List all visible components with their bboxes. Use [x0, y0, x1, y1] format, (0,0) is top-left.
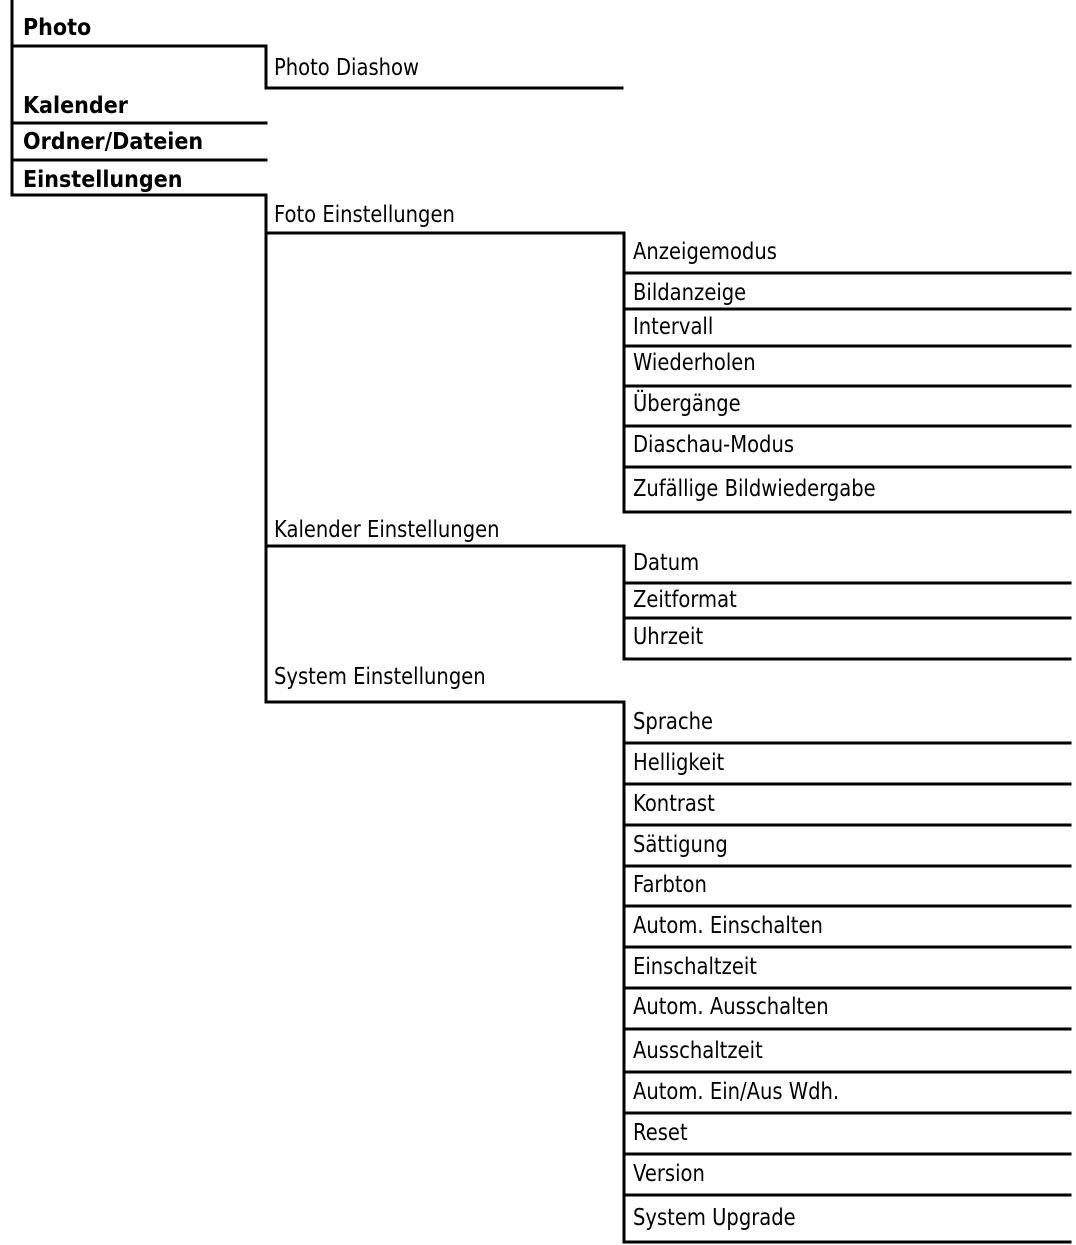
menu-item-photo-diashow: Photo Diashow	[274, 55, 419, 81]
menu-item-bildanzeige: Bildanzeige	[633, 280, 747, 306]
menu-item-wiederholen: Wiederholen	[633, 350, 756, 376]
menu-item-farbton: Farbton	[633, 872, 707, 898]
menu-item-kalender: Kalender	[23, 93, 128, 119]
menu-item-intervall: Intervall	[633, 314, 714, 340]
menu-item-kontrast: Kontrast	[633, 791, 715, 817]
menu-item-ausschaltzeit: Ausschaltzeit	[633, 1038, 763, 1064]
menu-item-system-einstellungen: System Einstellungen	[274, 664, 486, 690]
menu-item-ordner-dateien: Ordner/Dateien	[23, 129, 204, 155]
menu-item-autom-einschalten: Autom. Einschalten	[633, 913, 823, 939]
menu-item-autom-ausschalten: Autom. Ausschalten	[633, 994, 829, 1020]
menu-item-helligkeit: Helligkeit	[633, 750, 725, 776]
menu-item-einstellungen: Einstellungen	[23, 167, 183, 193]
menu-item-kalender-einstellungen: Kalender Einstellungen	[274, 517, 500, 543]
menu-item-foto-einstellungen: Foto Einstellungen	[274, 202, 455, 228]
menu-item-reset: Reset	[633, 1120, 688, 1146]
menu-item-datum: Datum	[633, 550, 700, 576]
menu-item-version: Version	[633, 1161, 705, 1187]
menu-item-diaschau-modus: Diaschau-Modus	[633, 432, 795, 458]
menu-item-photo: Photo	[23, 15, 92, 41]
menu-item-anzeigemodus: Anzeigemodus	[633, 239, 777, 265]
menu-item-zeitformat: Zeitformat	[633, 587, 737, 613]
menu-item-uebergaenge: Übergänge	[633, 391, 741, 417]
menu-item-uhrzeit: Uhrzeit	[633, 624, 704, 650]
menu-item-sprache: Sprache	[633, 709, 714, 735]
menu-item-zufaellige-bildwiedergabe: Zufällige Bildwiedergabe	[633, 476, 876, 502]
menu-item-autom-ein-aus-wdh: Autom. Ein/Aus Wdh.	[633, 1079, 840, 1105]
menu-item-system-upgrade: System Upgrade	[633, 1205, 796, 1231]
menu-item-saettigung: Sättigung	[633, 832, 728, 858]
menu-item-einschaltzeit: Einschaltzeit	[633, 954, 757, 980]
